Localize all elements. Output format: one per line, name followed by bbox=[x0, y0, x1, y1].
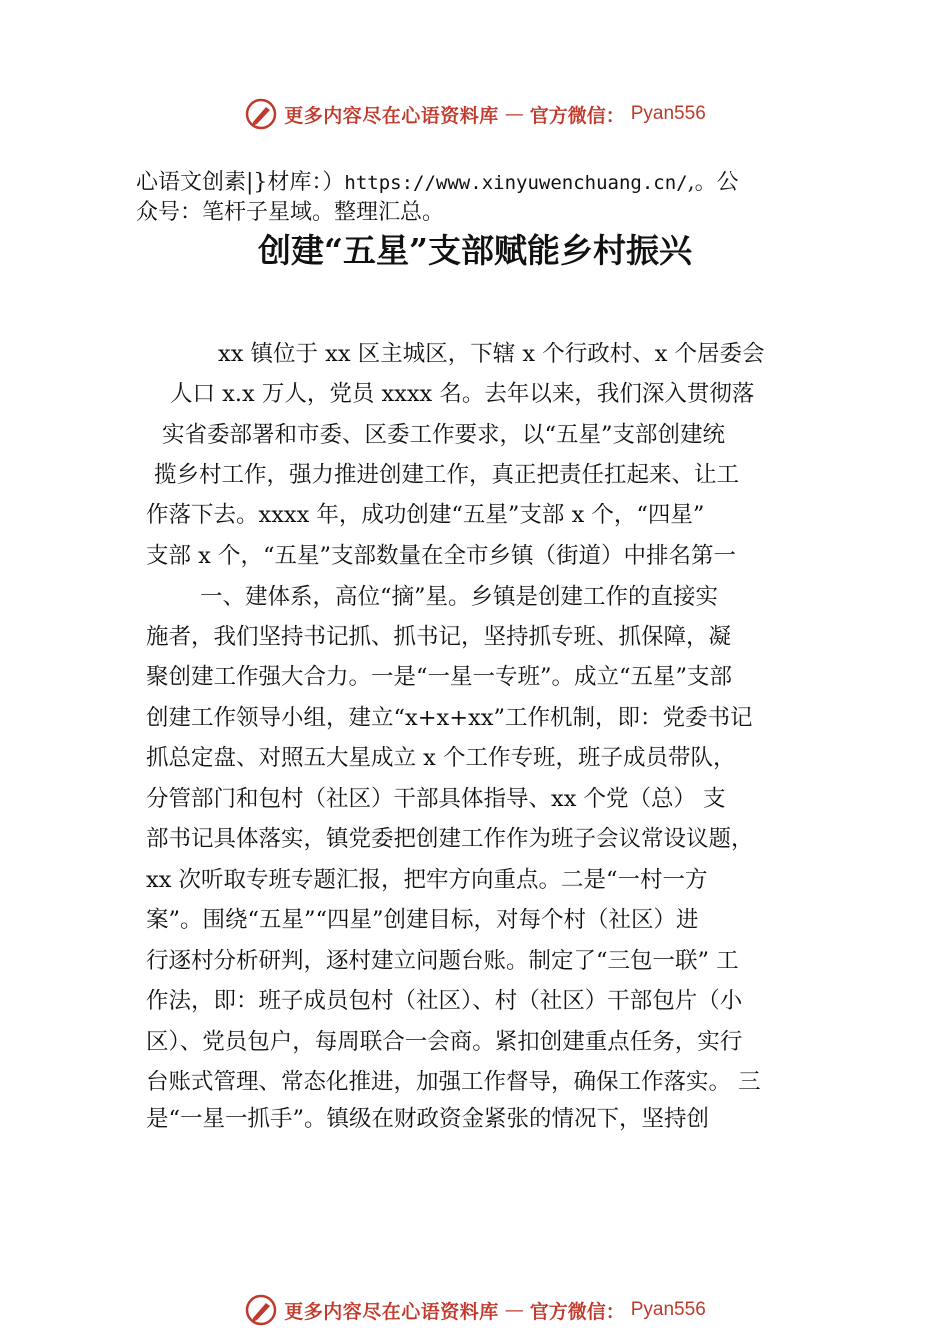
document-title: 创建“五星”支部赋能乡村振兴 bbox=[258, 231, 692, 270]
body-line: 作法，即：班子成员包村（社区）、村（社区）干部包片（小 bbox=[146, 988, 743, 1014]
body-line: xx 次听取专班专题汇报，把牢方向重点。二是“一村一方 bbox=[146, 867, 708, 893]
body-line: 抓总定盘、对照五大星成立 x 个工作专班，班子成员带队， bbox=[146, 745, 736, 771]
body-line: 支部 x 个，“五星”支部数量在全市乡镇（街道）中排名第一 bbox=[146, 543, 736, 569]
watermark-wechat-id: Pyan556 bbox=[630, 1299, 706, 1320]
watermark-wechat-label: 官方微信： bbox=[529, 1300, 625, 1323]
body-line: 实省委部署和市委、区委工作要求，以“五星”支部创建统 bbox=[162, 422, 726, 448]
body-line: 案”。围绕“五星”“四星”创建目标，对每个村（社区）进 bbox=[146, 907, 699, 933]
body-line: 台账式管理、常态化推进，加强工作督导，确保工作落实。 三 bbox=[146, 1069, 761, 1095]
header-watermark bbox=[0, 94, 950, 134]
source-note-line-2: 众号：笔杆子星域。整理汇总。 bbox=[136, 200, 445, 225]
watermark-wechat-id: Pyan556 bbox=[630, 103, 706, 124]
pen-logo-icon bbox=[244, 97, 278, 131]
watermark-text: 更多内容尽在心语资料库 bbox=[284, 104, 499, 127]
body-line: 行逐村分析研判，逐村建立问题台账。制定了“三包一联” 工 bbox=[146, 948, 739, 974]
watermark-separator: — bbox=[504, 103, 524, 125]
body-line: 人口 x.x 万人，党员 xxxx 名。去年以来，我们深入贯彻落 bbox=[170, 381, 755, 407]
body-line: xx 镇位于 xx 区主城区，下辖 x 个行政村、x 个居委会 bbox=[218, 341, 765, 367]
body-line: 作落下去。xxxx 年，成功创建“五星”支部 x 个，“四星” bbox=[146, 502, 705, 528]
body-line: 聚创建工作强大合力。一是“一星一专班”。成立“五星”支部 bbox=[146, 664, 733, 690]
watermark-text: 更多内容尽在心语资料库 bbox=[284, 1300, 499, 1323]
source-note-line-1 bbox=[136, 168, 836, 198]
source-note-prefix: 心语文创素|}材库：） bbox=[136, 170, 345, 195]
body-line: 分管部门和包村（社区）干部具体指导、xx 个党（总） 支 bbox=[146, 786, 726, 812]
body-line: 施者，我们坚持书记抓、抓书记，坚持抓专班、抓保障，凝 bbox=[146, 624, 732, 650]
body-line: 创建工作领导小组，建立“x+x+xx”工作机制，即：党委书记 bbox=[146, 705, 753, 731]
footer-watermark bbox=[0, 1290, 950, 1330]
body-line: 是“一星一抓手”。镇级在财政资金紧张的情况下，坚持创 bbox=[146, 1106, 710, 1132]
body-line: 揽乡村工作，强力推进创建工作，真正把责任扛起来、让工 bbox=[154, 462, 740, 488]
body-line: 区）、党员包户，每周联合一会商。紧扣创建重点任务，实行 bbox=[146, 1029, 743, 1055]
pen-logo-icon bbox=[244, 1293, 278, 1327]
watermark-wechat-label: 官方微信： bbox=[529, 104, 625, 127]
body-line: 部书记具体落实，镇党委把创建工作作为班子会议常设议题， bbox=[146, 826, 754, 852]
source-url-link[interactable]: https://www.xinyuwenchuang.cn/ bbox=[344, 172, 688, 194]
body-line: 一、建体系，高位“摘”星。乡镇是创建工作的直接实 bbox=[200, 584, 719, 610]
watermark-separator: — bbox=[504, 1299, 524, 1321]
source-note-suffix: ,。公 bbox=[687, 170, 739, 195]
source-note bbox=[136, 168, 836, 228]
